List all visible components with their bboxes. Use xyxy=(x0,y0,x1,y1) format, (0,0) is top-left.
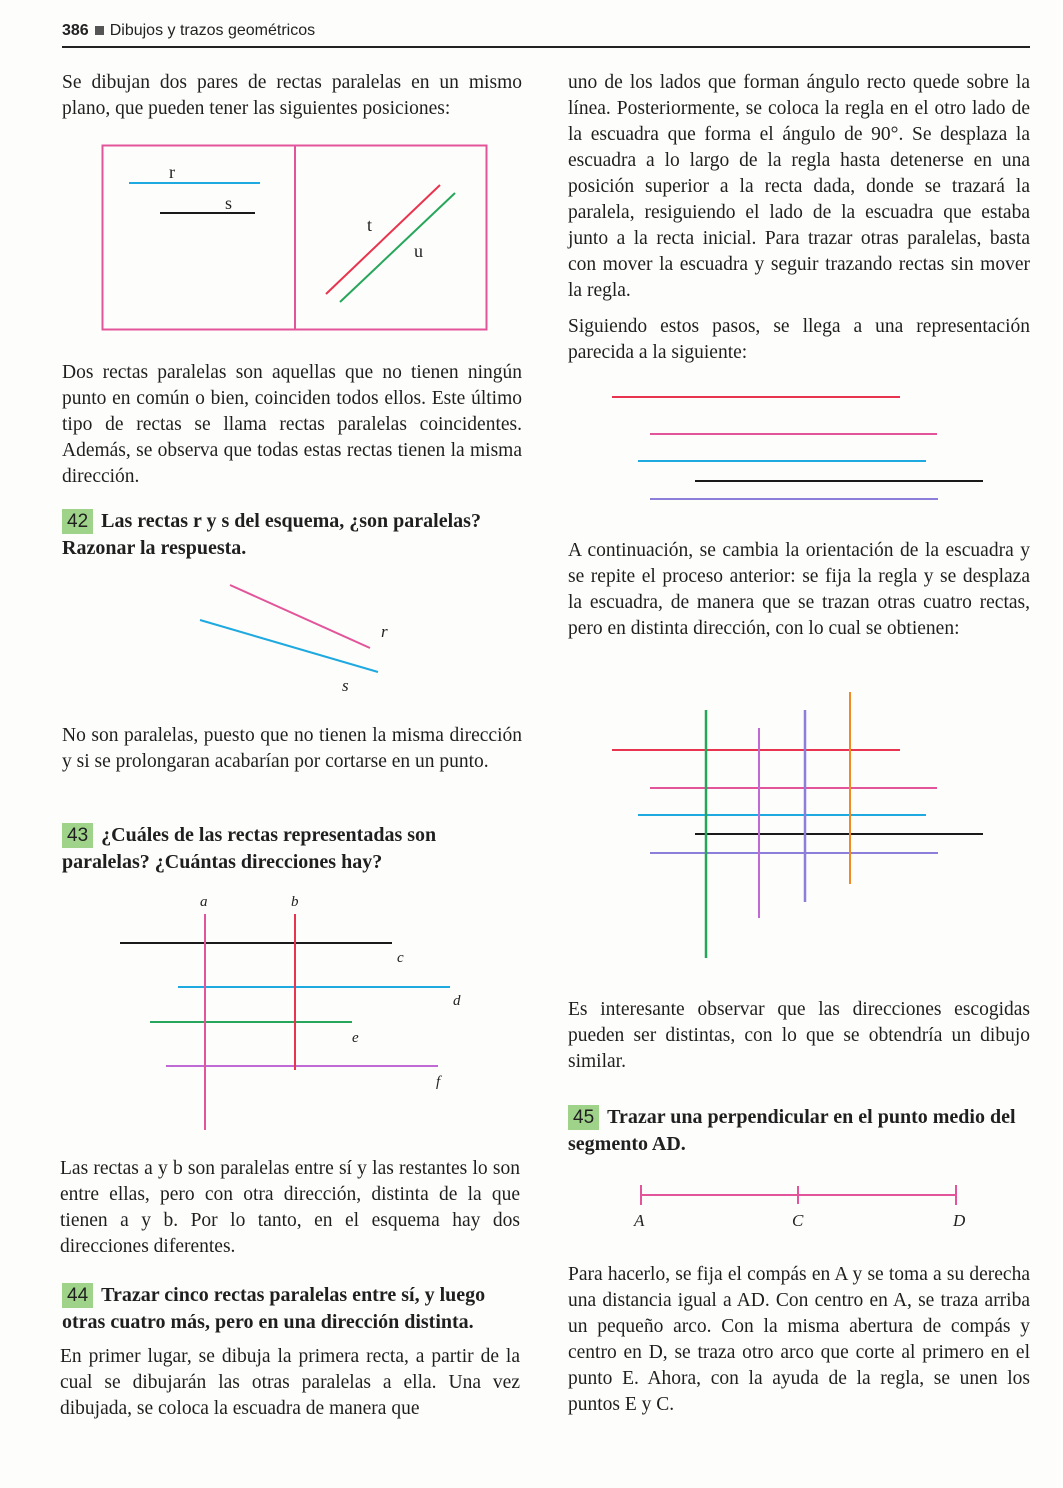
note-paragraph: Es interesante observar que las direcciones escogidas pueden ser distintas, con lo que se obtendría un dibujo similar. xyxy=(568,999,1030,1072)
exercise-42-heading xyxy=(62,508,522,562)
label-r: r xyxy=(169,162,175,182)
line-r-42 xyxy=(230,585,370,648)
answer-44-paragraph-continued: uno de los lados que forman ángulo recto quede sobre la línea. Posteriormente, se coloca la regla en el otro lado de la escuadra que forma el ángulo de 90°. Se desplaza la escuadra a lo largo de la regla hasta detenerse en una posición superior a la recta dada, donde se trazará la paralela, resiguiendo el lado de la escuadra que estaba junto a la recta inicial. Para trazar otras paralelas, basta con mover la escuadra y seguir trazando rectas sin mover la regla. xyxy=(568,72,1030,301)
answer-43-paragraph: Las rectas a y b son paralelas entre sí y las restantes lo son entre ellas, pero con otra dirección, distinta de la que tienen a y b. Por lo tanto, en el esquema hay dos direcciones diferentes. xyxy=(60,1158,520,1257)
header-square-icon xyxy=(95,26,104,35)
steps-intro-paragraph: Siguiendo estos pasos, se llega a una representación parecida a la siguiente: xyxy=(568,316,1030,363)
page-header xyxy=(62,18,1030,48)
exercise-42-question: Las rectas r y s del esquema, ¿son paralelas? Razonar la respuesta. xyxy=(62,510,481,559)
exercise-44-heading xyxy=(62,1282,522,1336)
label-A: A xyxy=(634,1211,645,1230)
label-e: e xyxy=(352,1030,359,1046)
exercise-45-heading xyxy=(568,1104,1030,1158)
label-u: u xyxy=(414,241,423,261)
label-b: b xyxy=(291,894,299,910)
exercise-45-question: Trazar una perpendicular en el punto medio del segmento AD. xyxy=(568,1106,1016,1155)
answer-42-paragraph: No son paralelas, puesto que no tienen la misma dirección y si se prolongaran acabarían por cortarse en un punto. xyxy=(62,725,522,772)
label-D: D xyxy=(953,1211,966,1230)
next-step-paragraph: A continuación, se cambia la orientación de la escuadra y se repite el proceso anterior: se fija la regla y se desplaza la escuadra, de manera que se trazan otras cuatro rectas, pero en distinta dirección, con lo cual se obtienen: xyxy=(568,540,1030,639)
figure-42 xyxy=(195,580,405,695)
label-r-42: r xyxy=(381,622,388,641)
line-u xyxy=(340,193,455,302)
exercise-43-number: 43 xyxy=(62,823,93,848)
label-s-42: s xyxy=(342,676,349,695)
exercise-44-number: 44 xyxy=(62,1283,93,1308)
intro-paragraph: Se dibujan dos pares de rectas paralelas en un mismo plano, que pueden tener las siguientes posiciones: xyxy=(62,72,522,119)
label-d: d xyxy=(453,993,461,1009)
answer-45-paragraph: Para hacerlo, se fija el compás en A y se toma a su derecha una distancia igual a AD. Con centro en A, se traza arriba un pequeño arco. Con la misma abertura de compás y centro en D, se traza otro arco que corte al primero en el punto E. Ahora, con la ayuda de la regla, se unen los puntos E y C. xyxy=(568,1264,1030,1415)
label-t: t xyxy=(367,215,373,235)
exercise-43-question: ¿Cuáles de las rectas representadas son paralelas? ¿Cuántas direcciones hay? xyxy=(62,824,437,873)
label-C: C xyxy=(792,1211,804,1230)
line-s-42 xyxy=(200,620,378,672)
exercise-45-number: 45 xyxy=(568,1105,599,1130)
line-t xyxy=(326,185,440,294)
label-c: c xyxy=(397,950,404,966)
label-s: s xyxy=(225,193,233,213)
section-title: Dibujos y trazos geométricos xyxy=(109,22,316,39)
label-a: a xyxy=(200,894,208,910)
exercise-43-heading xyxy=(62,822,522,876)
page-number: 386 xyxy=(62,22,89,39)
answer-44-paragraph-start: En primer lugar, se dibuja la primera recta, a partir de la cual se dibujarán las otras paralelas a ella. Una vez dibujada, se coloca la escuadra de manera que xyxy=(60,1346,520,1419)
figure-grid-of-parallels xyxy=(605,688,990,963)
figure-five-parallels xyxy=(605,388,990,508)
label-f: f xyxy=(436,1074,441,1090)
exercise-44-question: Trazar cinco rectas paralelas entre sí, y luego otras cuatro más, pero en una dirección distinta. xyxy=(62,1284,486,1333)
figure-segment-AD xyxy=(625,1180,975,1235)
parallel-definition-paragraph: Dos rectas paralelas son aquellas que no tienen ningún punto en común o bien, coinciden todos ellos. Este último tipo de rectas se llama rectas paralelas coincidentes. Además, se observa que todas estas rectas tienen la misma dirección. xyxy=(62,362,522,487)
exercise-42-number: 42 xyxy=(62,509,93,534)
figure-parallel-positions xyxy=(102,145,488,331)
figure-43 xyxy=(115,890,475,1135)
